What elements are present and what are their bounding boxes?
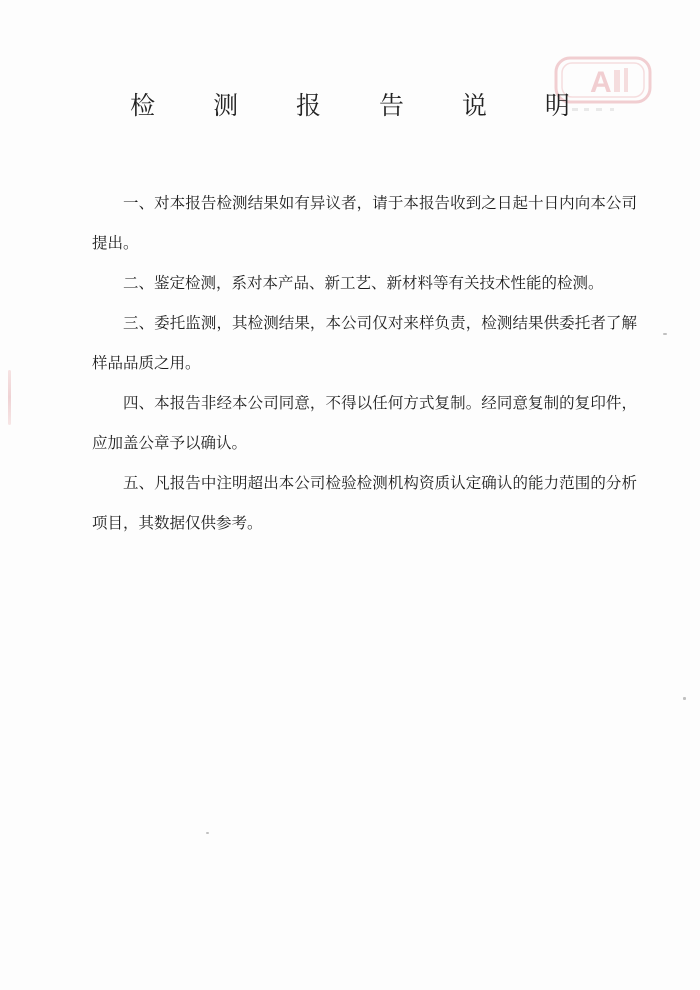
svg-text:A: A bbox=[590, 66, 612, 99]
clause-item: 二、鉴定检测，系对本产品、新工艺、新材料等有关技术性能的检测。 bbox=[123, 274, 604, 292]
scan-speck bbox=[683, 697, 686, 700]
binding-edge-mark bbox=[8, 370, 11, 425]
clause-item: 五、凡报告中注明超出本公司检验检测机构资质认定确认的能力范围的分析项目，其数据仅供参考。 bbox=[92, 474, 637, 532]
scan-speck bbox=[206, 832, 209, 834]
clause-list bbox=[92, 183, 637, 543]
clause-item: 一、对本报告检测结果如有异议者，请于本报告收到之日起十日内向本公司提出。 bbox=[92, 194, 637, 252]
report-title: 检 测 报 告 说 明 bbox=[130, 91, 595, 120]
clause-item: 三、委托监测，其检测结果，本公司仅对来样负责，检测结果供委托者了解样品品质之用。 bbox=[92, 314, 637, 372]
clause-item: 四、本报告非经本公司同意，不得以任何方式复制。经同意复制的复印件，应加盖公章予以确认。 bbox=[92, 394, 637, 452]
scan-speck bbox=[663, 333, 667, 335]
